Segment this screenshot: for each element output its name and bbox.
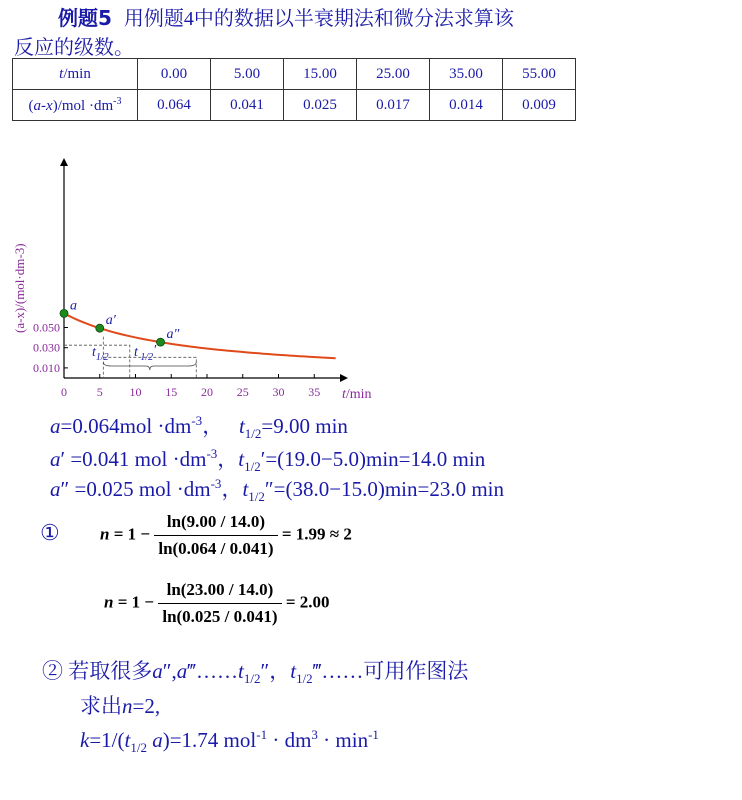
- formula-1-numerator: ln(9.00 / 14.0): [154, 512, 277, 536]
- formula-2-result: = 2.00: [285, 592, 330, 612]
- point-a-double-prime-label: a″: [166, 327, 180, 343]
- table-cell: 25.00: [357, 59, 430, 90]
- table-cell: 0.009: [503, 90, 576, 121]
- formula-1-fraction: [154, 512, 277, 559]
- y-tick-label: 0.010: [33, 360, 60, 375]
- x-axis-label: t/min: [342, 387, 372, 400]
- table-cell: 55.00: [503, 59, 576, 90]
- table-cell: 35.00: [430, 59, 503, 90]
- result-line-2: a′ =0.041 mol $\cdot dm^{-3}$，$t_{1/2}'=(19.0-5.0)\min=14.0$ min: [50, 446, 486, 475]
- point-a-prime: [96, 324, 104, 332]
- half-life-label-1: $t_{1/2}$: [92, 345, 109, 363]
- x-tick-label: 35: [308, 385, 321, 399]
- formula-2-fraction: [158, 580, 281, 627]
- point-a-double-prime: [157, 338, 165, 346]
- table-cell: 0.064: [138, 90, 211, 121]
- method-2-line-2: 求出n=2,: [80, 694, 161, 718]
- method-1-marker: ①: [40, 520, 60, 545]
- decay-chart: [0, 150, 400, 400]
- x-tick-label: 5: [96, 385, 103, 399]
- table-header-time: t/min: [13, 59, 138, 90]
- formula-2-denominator: ln(0.025 / 0.041): [162, 607, 278, 626]
- table-row-time: [13, 59, 576, 90]
- table-cell: 0.014: [430, 90, 503, 121]
- y-tick-label: 0.050: [33, 320, 60, 335]
- table-cell: 0.00: [138, 59, 211, 90]
- y-axis-arrow: [60, 158, 68, 166]
- problem-number: 例题5: [58, 6, 112, 30]
- point-a-prime-label: a′: [105, 313, 116, 329]
- data-table: [12, 58, 576, 121]
- x-tick-label: 0: [61, 385, 67, 399]
- formula-2-numerator: ln(23.00 / 14.0): [158, 580, 281, 604]
- x-tick-label: 25: [236, 385, 249, 399]
- problem-title: [14, 4, 574, 63]
- formula-1-denominator: ln(0.064 / 0.041): [158, 539, 274, 558]
- result-line-1: $a=0.064mol \cdot dm^{-3}$， $t_{1/2}=9.00$ min: [50, 413, 348, 442]
- x-axis-arrow: [340, 374, 348, 382]
- method-2-line-3: $k=1/(t_{1/2}$ a)=1.74 $mol^{-1} \cdot dm^3 \cdot \min^{-1}$: [80, 727, 379, 756]
- interval-brace: [103, 362, 196, 370]
- x-tick-label: 10: [129, 385, 142, 399]
- formula-1-result: = 1.99 ≈ 2: [281, 524, 352, 544]
- x-tick-label: 30: [272, 385, 285, 399]
- method-2-line-1: ② 若取很多$a'',a‴\dots\dots t_{1/2}''$，$t_{1/2}‴\dots\dots$可用作图法: [42, 659, 469, 687]
- formula-1: n = 1 − $\frac{\ln(9.00 / 14.0)}{\ln(0.064 / 0.041)}$ = 1.99 ≈ 2: [100, 512, 352, 558]
- y-tick-label: 0.030: [33, 340, 60, 355]
- table-cell: 0.025: [284, 90, 357, 121]
- formula-2: n = 1 − $\frac{\ln(23.00 / 14.0)}{\ln(0.025 / 0.041)}$ = 2.00: [104, 580, 330, 626]
- table-cell: 5.00: [211, 59, 284, 90]
- result-line-3: a″ =0.025 mol $\cdot dm^{-3}$，$t_{1/2}''=(38.0-15.0)\min=23.0$ min: [50, 476, 505, 505]
- table-cell: 0.017: [357, 90, 430, 121]
- point-a: [60, 309, 68, 317]
- table-cell: 0.041: [211, 90, 284, 121]
- table-header-concentration: $(a-x)/mol \cdot dm^{-3}$: [13, 90, 138, 121]
- x-tick-label: 20: [201, 385, 213, 399]
- table-cell: 15.00: [284, 59, 357, 90]
- point-a-label: a: [70, 298, 77, 314]
- problem-text: 用例题4中的数据以半衰期法和微分法求算该 反应的级数。: [14, 8, 514, 59]
- half-life-label-2: t $_{1/2}$′: [134, 343, 157, 363]
- table-row-concentration: [13, 90, 576, 121]
- y-axis-label: (a-x)/(mol·dm-3): [12, 243, 27, 333]
- x-tick-label: 15: [165, 385, 178, 399]
